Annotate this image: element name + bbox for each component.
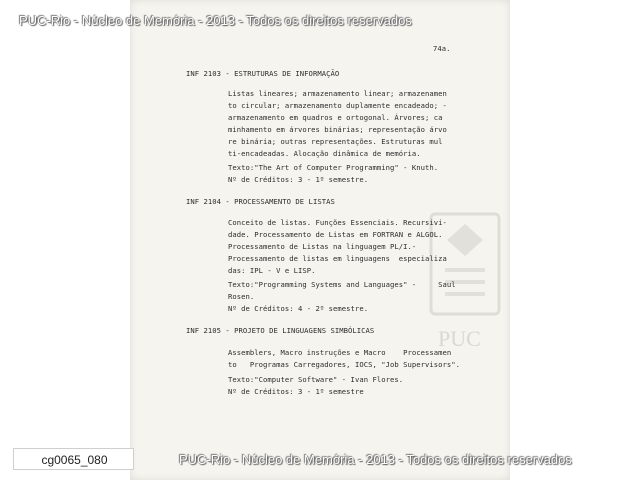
section-body-line: Processamento de listas em linguagens especializa [228, 254, 447, 263]
section-body-line: ti-encadeadas. Alocação dinâmica de memória. [228, 149, 421, 158]
section-body-line: Processamento de Listas na linguagem PL/I.- [228, 242, 417, 251]
textbook-line: Texto:"Computer Software" - Ivan Flores. [228, 375, 404, 384]
section-body-line: Listas lineares; armazenamento linear; armazenamen [228, 89, 447, 98]
copyright-watermark-top: PUC-Rio - Núcleo de Memória - 2013 - Todos os direitos reservados [19, 13, 412, 28]
textbook-line: Rosen. [228, 292, 255, 301]
credits-line: Nº de Créditos: 4 - 2º semestre. [228, 304, 369, 313]
page-number: 74a. [433, 44, 451, 53]
image-id-label [13, 448, 134, 470]
emblem-text: PUC [438, 326, 481, 351]
section-heading: INF 2104 - PROCESSAMENTO DE LISTAS [186, 197, 335, 206]
image-id-text: cg0065_080 [41, 453, 108, 467]
copyright-watermark-bottom: PUC-Rio - Núcleo de Memória - 2013 - Todos os direitos reservados [179, 452, 572, 467]
credits-line: Nº de Créditos: 3 - 1º semestre [228, 387, 364, 396]
section-heading: INF 2103 - ESTRUTURAS DE INFORMAÇÃO [186, 69, 340, 78]
section-body-line: dade. Processamento de Listas em FORTRAN e ALGOL. [228, 230, 443, 239]
section-heading: INF 2105 - PROJETO DE LINGUAGENS SIMBÓLICAS [186, 326, 375, 335]
section-body-line: to circular; armazenamento duplamente encadeado; - [228, 101, 447, 110]
credits-line: Nº de Créditos: 3 - 1º semestre. [228, 175, 369, 184]
section-body-line: re binária; outras representações. Estruturas mul [228, 137, 443, 146]
section-body-line: armazenamento em quadros e ortogonal. Árvores; ca [228, 113, 443, 122]
textbook-line: Texto:"The Art of Computer Programming" - Knuth. [228, 163, 439, 172]
section-body-line: Assemblers, Macro instruções e Macro Processamen [228, 348, 452, 357]
textbook-line: Texto:"Programming Systems and Languages" - Saul [228, 280, 456, 289]
section-body-line: Conceito de listas. Funções Essenciais. Recursivi- [228, 218, 447, 227]
section-body-line: minhamento em árvores binárias; representação árvo [228, 125, 447, 134]
section-body-line: das: IPL - V e LISP. [228, 266, 316, 275]
section-body-line: to Programas Carregadores, IOCS, "Job Supervisors". [228, 360, 460, 369]
